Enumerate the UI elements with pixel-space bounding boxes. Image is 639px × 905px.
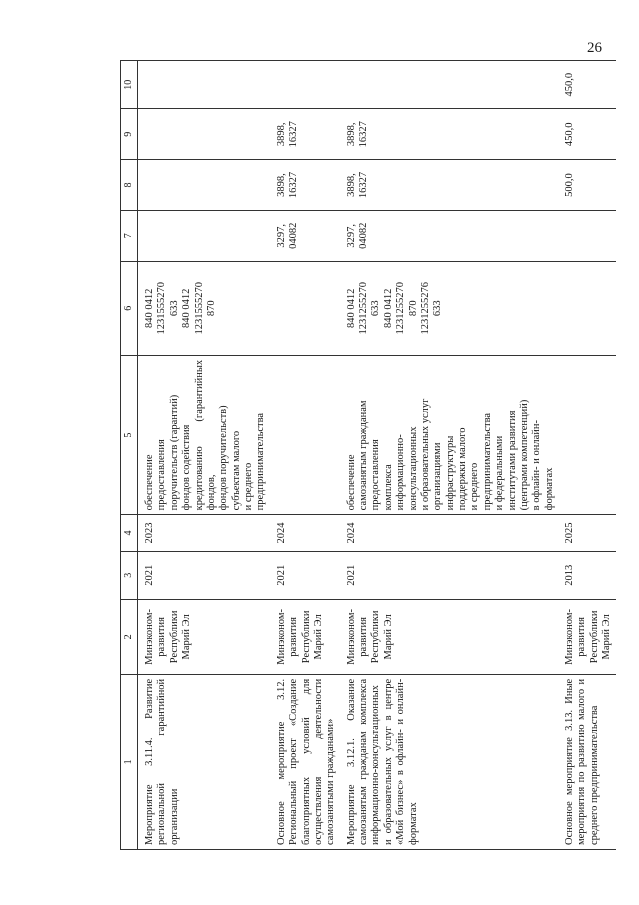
- value-2023-cell: [138, 109, 270, 160]
- budget-code-cell: [558, 261, 616, 355]
- expected-result-line: предоставления: [156, 439, 168, 511]
- budget-code-line: 1231255270: [395, 282, 407, 335]
- value-2021-line: 04082: [358, 222, 369, 249]
- value-2023-cell: [270, 109, 340, 160]
- responsible-executor-line: Минэконом-: [144, 609, 155, 665]
- header-row: [121, 61, 138, 850]
- header-cell-3: 3: [121, 551, 138, 599]
- start-year-cell: 2013: [558, 551, 616, 599]
- header-cell-1: 1: [121, 674, 138, 849]
- budget-code-cell: [340, 261, 558, 355]
- page-number: 26: [587, 40, 602, 56]
- budget-code-line: 840 0412: [144, 288, 155, 328]
- expected-result-line: инфраструктуры: [444, 435, 456, 511]
- header-cell-10: 10: [121, 61, 138, 109]
- value-2022-line: 16327: [358, 171, 369, 199]
- value-2023-line: 3898,: [275, 122, 287, 147]
- budget-code-line: 1231255276: [419, 282, 431, 335]
- responsible-executor-line: развития: [288, 617, 300, 657]
- event-name-cell: Основное мероприятие 3.13. Иные мероприятия по развитию малого и среднего предпринимательства: [558, 674, 616, 849]
- value-2023-line: 3898,: [345, 122, 357, 147]
- expected-result-line: поддержки малого: [457, 427, 468, 511]
- budget-code-line: 1231555270: [156, 282, 168, 335]
- header-cell-8: 8: [121, 160, 138, 211]
- table-rotated-wrapper: [120, 0, 639, 850]
- expected-result-line: организациями: [432, 442, 444, 511]
- responsible-executor-line: Минэконом-: [345, 609, 357, 665]
- responsible-executor-line: Марий Эл: [601, 614, 613, 660]
- responsible-executor-line: Республики: [168, 610, 180, 664]
- event-name-cell: Основное мероприятие 3.12. Региональный проект «Создание благоприятных условий для осуществления деятельности самозанятыми гражданами»: [270, 674, 340, 849]
- expected-result-line: поручительств (гарантий): [168, 394, 180, 511]
- end-year-cell: 2024: [340, 515, 558, 551]
- table-row: [138, 61, 270, 850]
- value-2022-line: 3898,: [275, 173, 287, 197]
- expected-result-cell: [558, 355, 616, 514]
- start-year-cell: 2021: [270, 551, 340, 599]
- value-2021-cell: [340, 210, 558, 261]
- event-name-cell: Мероприятие 3.11.4. Развитие региональной гарантийной организации: [138, 674, 270, 849]
- value-2021-line: 3297,: [345, 223, 357, 248]
- responsible-executor-line: Республики: [588, 610, 600, 664]
- responsible-executor-line: Марий Эл: [181, 614, 193, 660]
- expected-result-line: и образовательных услуг: [419, 398, 431, 511]
- expected-result-line: и среднего: [243, 462, 254, 511]
- value-2023-cell: 450,0: [558, 109, 616, 160]
- budget-code-line: 840 0412: [345, 288, 357, 328]
- expected-result-line: форматах: [543, 467, 555, 511]
- value-2021-cell: [270, 210, 340, 261]
- responsible-executor-line: Марий Эл: [382, 614, 394, 660]
- expected-result-line: предпринимательства: [255, 412, 267, 511]
- header-cell-4: 4: [121, 515, 138, 551]
- budget-code-line: 633: [370, 300, 382, 317]
- value-2021-cell: [558, 210, 616, 261]
- responsible-executor-line: развития: [576, 617, 588, 657]
- header-cell-7: 7: [121, 210, 138, 261]
- budget-code-cell: [138, 261, 270, 355]
- table-row: [340, 61, 558, 850]
- value-2022-cell: [340, 160, 558, 211]
- header-cell-9: 9: [121, 109, 138, 160]
- budget-code-line: 870: [407, 300, 419, 317]
- budget-code-line: 870: [205, 300, 217, 317]
- value-2022-line: 3898,: [345, 173, 357, 197]
- expected-result-line: и среднего: [469, 462, 481, 511]
- header-cell-5: 5: [121, 355, 138, 514]
- budget-code-line: 633: [432, 300, 444, 317]
- responsible-executor-line: Республики: [300, 610, 312, 664]
- expected-result-line: информационно-: [395, 434, 407, 511]
- value-2021-line: 3297,: [275, 223, 287, 248]
- expected-result-line: в офлайн- и онлайн-: [531, 419, 543, 511]
- budget-code-cell: [270, 261, 340, 355]
- expected-result-cell: [340, 355, 558, 514]
- value-2022-cell: [138, 160, 270, 211]
- expected-result-cell: [270, 355, 340, 514]
- table-row: [270, 61, 340, 850]
- responsible-executor-line: Минэконом-: [275, 609, 287, 665]
- value-2022-line: 16327: [288, 171, 300, 199]
- start-year-cell: 2021: [340, 551, 558, 599]
- table-row: [558, 61, 616, 850]
- expected-result-cell: [138, 355, 270, 514]
- expected-result-line: консультационных: [407, 426, 419, 511]
- responsible-executor-line: Марий Эл: [312, 614, 324, 660]
- header-cell-6: 6: [121, 261, 138, 355]
- value-2022-cell: 500,0: [558, 160, 616, 211]
- budget-code-line: 1231255270: [358, 282, 369, 335]
- responsible-executor-cell: [340, 599, 558, 674]
- value-2023-cell: [340, 109, 558, 160]
- value-2023-line: 16327: [358, 121, 369, 148]
- budget-code-line: 840 0412: [181, 288, 193, 328]
- responsible-executor-cell: [558, 599, 616, 674]
- value-2023-line: 16327: [288, 121, 300, 148]
- expected-result-line: (центрами компетенций): [518, 399, 530, 511]
- end-year-cell: 2024: [270, 515, 340, 551]
- expected-result-line: фондов содействия: [181, 424, 193, 511]
- programme-table: [120, 60, 616, 850]
- event-name-cell: Мероприятие 3.12.1. Оказание самозанятым гражданам комплекса информационно-консультационных и образовательных услуг в центре «Мой бизнес» в офлайн- и онлайн-форматах: [340, 674, 558, 849]
- value-2024-cell: [270, 61, 340, 109]
- expected-result-line: самозанятым гражданам: [358, 400, 369, 511]
- end-year-cell: 2025: [558, 515, 616, 551]
- value-2021-cell: [138, 210, 270, 261]
- value-2024-cell: [340, 61, 558, 109]
- budget-code-line: 1231555270: [193, 282, 205, 335]
- expected-result-line: обеспечение: [345, 454, 357, 511]
- responsible-executor-line: развития: [358, 617, 369, 657]
- budget-code-line: 633: [168, 300, 180, 317]
- expected-result-line: комплекса: [382, 464, 394, 511]
- responsible-executor-line: Минэконом-: [564, 609, 575, 665]
- expected-result-line: кредитованию (гарантийных фондов,: [193, 359, 217, 511]
- value-2024-cell: [138, 61, 270, 109]
- value-2022-cell: [270, 160, 340, 211]
- header-cell-2: 2: [121, 599, 138, 674]
- responsible-executor-cell: [270, 599, 340, 674]
- budget-code-line: 840 0412: [382, 288, 394, 328]
- expected-result-line: субъектам малого: [230, 430, 242, 511]
- responsible-executor-cell: [138, 599, 270, 674]
- start-year-cell: 2021: [138, 551, 270, 599]
- expected-result-line: предоставления: [370, 439, 382, 511]
- responsible-executor-line: Республики: [370, 610, 382, 664]
- responsible-executor-line: развития: [156, 617, 168, 657]
- expected-result-line: и федеральными: [494, 435, 506, 511]
- expected-result-line: предпринимательства: [481, 412, 493, 511]
- expected-result-line: институтами развития: [506, 410, 518, 511]
- expected-result-line: фондов поручительств): [218, 405, 230, 511]
- end-year-cell: 2023: [138, 515, 270, 551]
- value-2021-line: 04082: [288, 222, 300, 249]
- value-2024-cell: 450,0: [558, 61, 616, 109]
- expected-result-line: обеспечение: [144, 454, 155, 511]
